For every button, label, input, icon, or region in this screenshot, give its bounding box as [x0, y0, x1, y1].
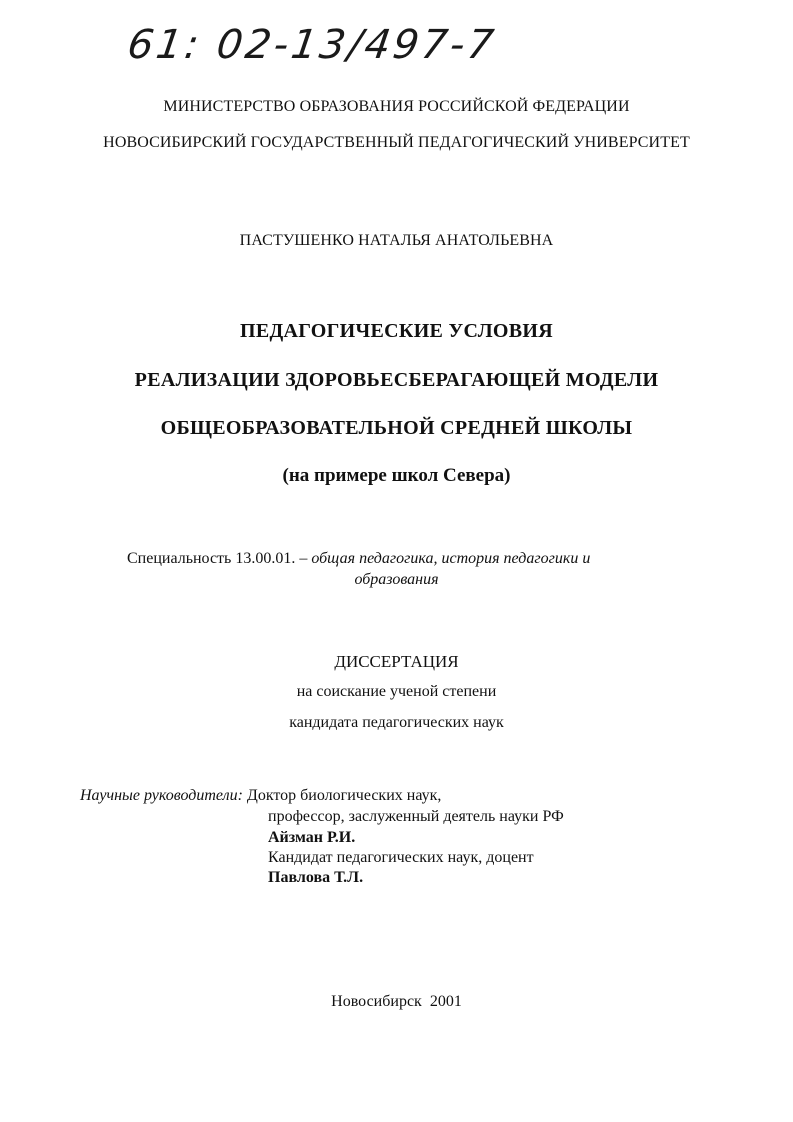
university-name: НОВОСИБИРСКИЙ ГОСУДАРСТВЕННЫЙ ПЕДАГОГИЧЕСКИЙ УНИВЕРСИТЕТ [103, 134, 690, 151]
dissertation-degree-line-2: кандидата педагогических наук [289, 714, 504, 731]
supervisor-1-degree: Доктор биологических наук, [246, 787, 442, 804]
supervisor-1-name: Айзман Р.И. [268, 829, 356, 846]
title-subtitle: (на примере школ Севера) [282, 465, 511, 486]
supervisor-2-degree: Кандидат педагогических наук, доцент [268, 849, 534, 866]
footer-place-year [0, 993, 793, 1011]
supervisors-label: Научные руководители: [80, 787, 243, 804]
supervisor-1-titles: профессор, заслуженный деятель науки РФ [268, 808, 564, 825]
dissertation-heading: ДИССЕРТАЦИЯ [334, 652, 459, 671]
specialty-line-2 [0, 571, 793, 589]
title-line-1: ПЕДАГОГИЧЕСКИЕ УСЛОВИЯ [239, 320, 554, 342]
specialty-description-cont: образования [354, 571, 439, 588]
ministry-name: МИНИСТЕРСТВО ОБРАЗОВАНИЯ РОССИЙСКОЙ ФЕДЕРАЦИИ [163, 98, 630, 115]
title-line-2: РЕАЛИЗАЦИИ ЗДОРОВЬЕСБЕРАГАЮЩЕЙ МОДЕЛИ [134, 369, 659, 391]
supervisors-line-1 [80, 787, 441, 805]
dissertation-degree-line-1: на соискание ученой степени [296, 683, 497, 700]
footer-city: Новосибирск [331, 993, 422, 1010]
specialty-line-1 [127, 550, 590, 568]
title-line-3: ОБЩЕОБРАЗОВАТЕЛЬНОЙ СРЕДНЕЙ ШКОЛЫ [160, 417, 633, 439]
supervisor-2-name: Павлова Т.Л. [268, 869, 364, 886]
archive-number-handwritten: 61: 02-13/497-7 [124, 22, 500, 68]
specialty-description: общая педагогика, история педагогики и [311, 550, 591, 567]
specialty-prefix: Специальность 13.00.01. – [127, 550, 312, 567]
footer-year: 2001 [429, 993, 462, 1010]
author-name: ПАСТУШЕНКО НАТАЛЬЯ АНАТОЛЬЕВНА [239, 232, 554, 249]
